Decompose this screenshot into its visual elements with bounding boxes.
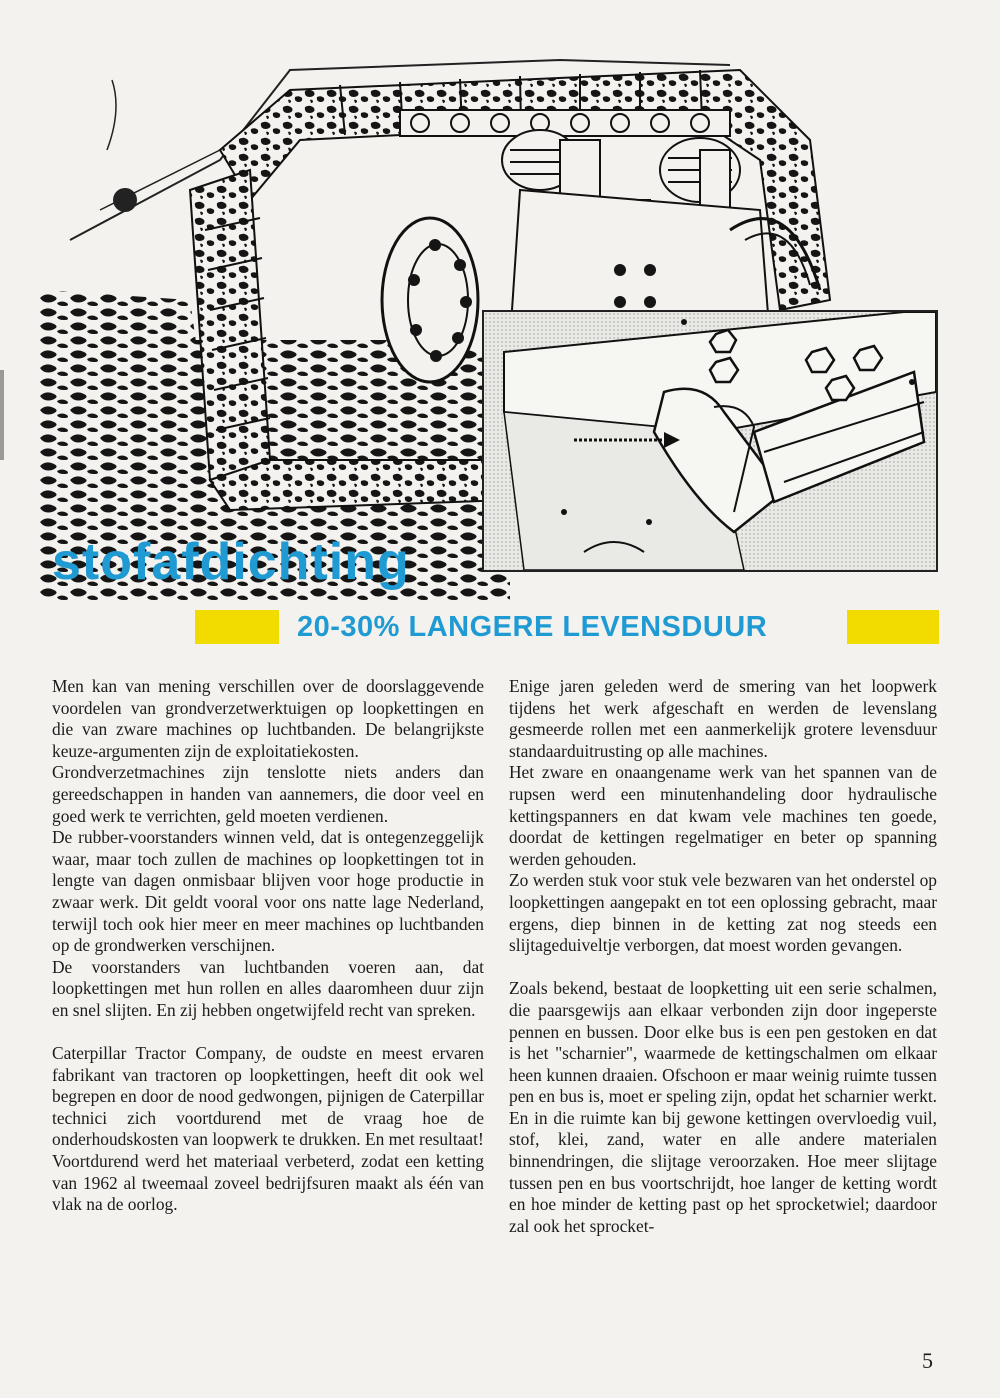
article-title: stofafdichting bbox=[52, 533, 410, 591]
subtitle-row bbox=[0, 606, 1000, 650]
paragraph: Men kan van mening verschillen over de doorslaggevende voordelen van grondverzetwerktuigen op loopkettingen en die van zware machines op luchtbanden. De belangrijkste keuze-argumenten zijn de exploitatiekosten. bbox=[52, 676, 484, 761]
paragraph: Caterpillar Tractor Company, de oudste en meest ervaren fabrikant van tractoren op loopkettingen, heeft dit ook wel begrepen en door de nood gedwongen, pijnigen de Caterpillar technici zich voortdurend met de vraag hoe de onderhoudskosten van loopwerk te drukken. En met resultaat! bbox=[52, 1043, 484, 1150]
paragraph: Voortdurend werd het materiaal verbeterd, zodat een ketting van 1962 al tweemaal zoveel bedrijfsuren maakt als één van vlak na de oorlog. bbox=[52, 1151, 484, 1215]
paragraph: De rubber-voorstanders winnen veld, dat is ontegenzeggelijk waar, maar toch zullen de machines op loopkettingen tot in lengte van dagen onmisbaar blijven voor hoge productie in zwaar werk. Dit geldt vooral voor ons natte lage Nederland, terwijl toch ook hier meer en meer machines op luchtbanden op de grondwerken verschijnen. bbox=[52, 827, 484, 956]
article-subtitle: 20-30% LANGERE LEVENSDUUR bbox=[297, 611, 768, 643]
page-number: 5 bbox=[922, 1348, 933, 1373]
accent-bar-right bbox=[847, 610, 939, 644]
binding-edge bbox=[0, 370, 4, 460]
paragraph: Enige jaren geleden werd de smering van het loopwerk tijdens het werk afgeschaft en werden de levenslang gesmeerde rollen met een aanmerkelijk grotere levensduur standaarduitrusting op alle machines. bbox=[509, 676, 937, 761]
left-text-column bbox=[52, 676, 484, 1216]
paragraph: Het zware en onaangename werk van het spannen van de rupsen werd een minutenhandeling door hydraulische kettingspanners en dat kwam vele machines ten goede, doordat de kettingen regelmatiger en beter op spanning werden gehouden. bbox=[509, 762, 937, 869]
paragraph: Zo werden stuk voor stuk vele bezwaren van het onderstel op loopkettingen aangepakt en tot een oplossing gebracht, maar ergens, diep binnen in de ketting zat nog steeds een slijtageduiveltje verborgen, dat moest worden gevangen. bbox=[509, 870, 937, 956]
paragraph: De voorstanders van luchtbanden voeren aan, dat loopkettingen met hun rollen en alles daaromheen duur zijn en snel slijten. En zij hebben ongetwijfeld recht van spreken. bbox=[52, 956, 484, 1020]
right-text-column bbox=[509, 676, 937, 1237]
track-link-detail-drawing bbox=[484, 312, 936, 570]
detail-inset-panel bbox=[482, 310, 938, 572]
paragraph: Zoals bekend, bestaat de loopketting uit een serie schalmen, die paarsgewijs aan elkaar verbonden zijn door ingeperste pennen en bussen. Door elke bus is een pen gestoken en dat is het "scharnier", waarmede de kettingschalmen om elkaar heen kunnen draaien. Ofschoon er maar weinig ruimte tussen pen en bus is, moet er speling zijn, opdat het scharnier werkt. En in die ruimte kan bij gewone kettingen overvloedig vuil, stof, klei, zand, water en alle andere materialen binnendringen, die slijtage veroorzaken. Hoe meer slijtage tussen pen en bus voortschrijdt, hoe langer de ketting wordt en hoe minder de ketting past op het sprocketwiel; daardoor zal ook het sprocket- bbox=[509, 978, 937, 1236]
accent-bar-left bbox=[195, 610, 279, 644]
paragraph: Grondverzetmachines zijn tenslotte niets anders dan gereedschappen in handen van aannemers, die door veel en goed werk te verrichten, geld moeten verdienen. bbox=[52, 762, 484, 826]
